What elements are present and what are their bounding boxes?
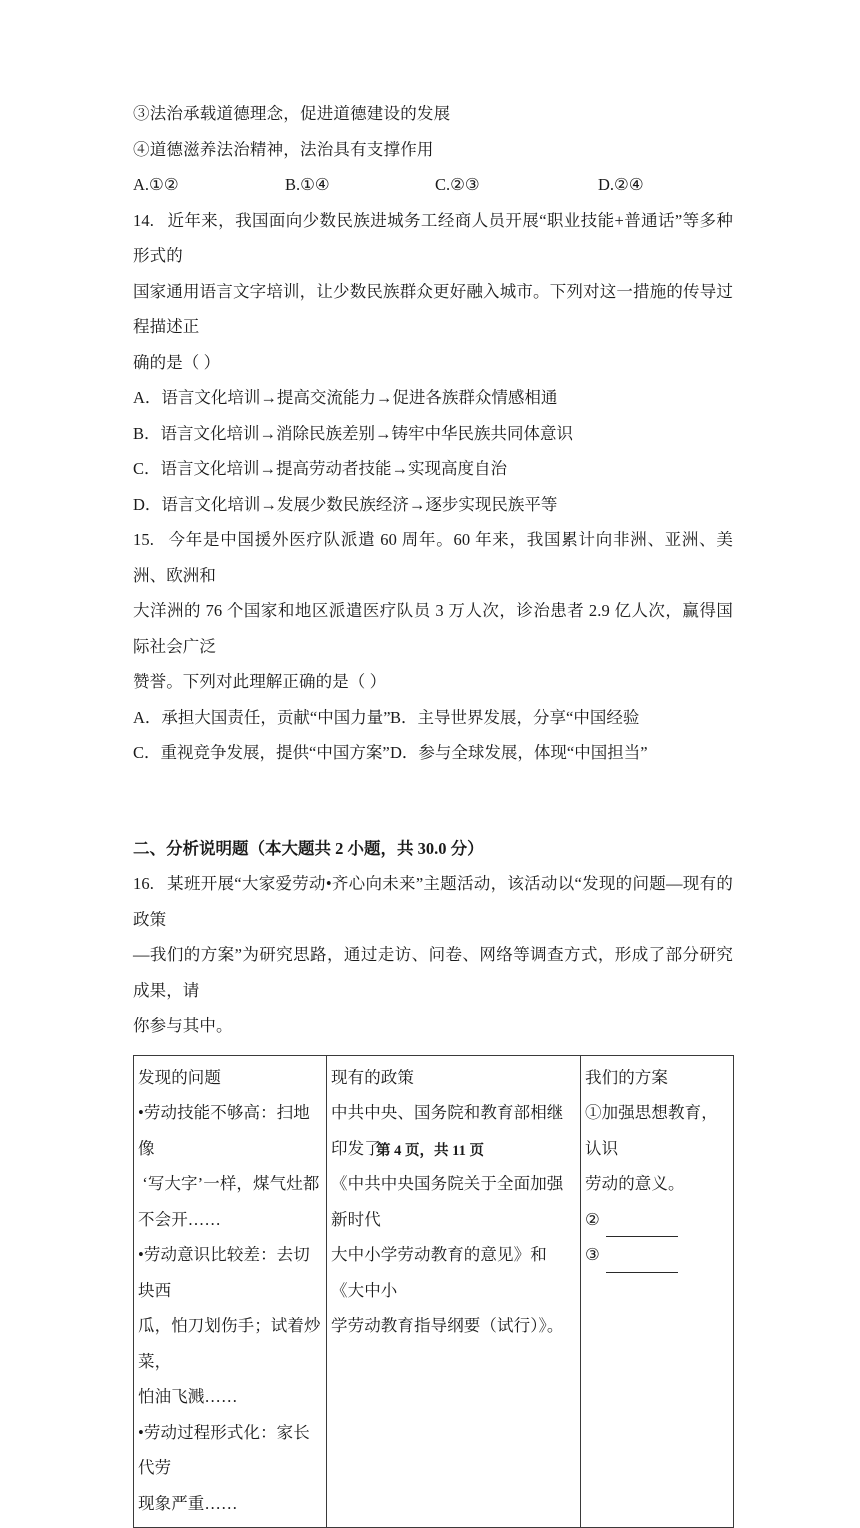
q15-stem-line-3: 赞誉。下列对此理解正确的是（ ） [133, 664, 733, 700]
page-footer: 第 4 页，共 11 页 [0, 1139, 860, 1160]
col1-line-3: 不会开…… [138, 1202, 323, 1238]
question-14 [133, 203, 733, 523]
research-results-table [133, 1055, 734, 1528]
question-15 [133, 522, 733, 771]
col1-line-7: •劳动过程形式化：家长代劳 [138, 1415, 323, 1486]
q16-stem-line-1 [133, 866, 733, 937]
q16-number: 16. [133, 874, 154, 893]
q14-option-c: C．语言文化培训→提高劳动者技能→实现高度自治 [133, 451, 733, 487]
q16-stem-text-1: 某班开展“大家爱劳动•齐心向未来”主题活动，该活动以“发现的问题—现有的政策 [133, 874, 733, 929]
section-gap [133, 771, 733, 809]
q13-statement-3: ③法治承载道德理念，促进道德建设的发展 [133, 96, 733, 132]
q13-options-row [133, 167, 733, 203]
q15-option-a: A．承担大国责任，贡献“中国力量” [133, 700, 390, 736]
col3-header: 我们的方案 [585, 1060, 730, 1096]
q15-options-row-1 [133, 700, 733, 736]
q14-option-a: A．语言文化培训→提高交流能力→促进各族群众情感相通 [133, 380, 733, 416]
q14-stem-text-1: 近年来，我国面向少数民族进城务工经商人员开展“职业技能+普通话”等多种形式的 [133, 211, 733, 266]
q14-option-d: D．语言文化培训→发展少数民族经济→逐步实现民族平等 [133, 487, 733, 523]
col2-header: 现有的政策 [331, 1060, 577, 1096]
col3-answer-3 [585, 1237, 730, 1273]
q13-option-b: B.①④ [285, 167, 435, 203]
question-16 [133, 866, 733, 1528]
table-cell-problems [134, 1055, 327, 1528]
q15-stem-text-1: 今年是中国援外医疗队派遣 60 周年。60 年来，我国累计向非洲、亚洲、美洲、欧洲和 [133, 530, 733, 585]
page-content [133, 96, 733, 1528]
q15-stem-line-1 [133, 522, 733, 593]
col2-line-3: 大中小学劳动教育的意见》和《大中小 [331, 1237, 577, 1308]
col1-header: 发现的问题 [138, 1060, 323, 1096]
q15-option-b: B．主导世界发展，分享“中国经验 [390, 700, 639, 736]
q16-stem-line-3: 你参与其中。 [133, 1008, 733, 1044]
col3-answer-2-label: ② [585, 1210, 600, 1229]
q14-stem-line-1 [133, 203, 733, 274]
col3-line-1: ①加强思想教育，认识 [585, 1095, 730, 1166]
q15-number: 15. [133, 530, 154, 549]
table-row [134, 1055, 734, 1528]
q14-option-b: B．语言文化培训→消除民族差别→铸牢中华民族共同体意识 [133, 416, 733, 452]
col1-line-6: 怕油飞溅…… [138, 1379, 323, 1415]
q14-stem-line-2: 国家通用语言文字培训，让少数民族群众更好融入城市。下列对这一措施的传导过程描述正 [133, 274, 733, 345]
table-cell-policies [327, 1055, 581, 1528]
col2-line-2: 《中共中央国务院关于全面加强新时代 [331, 1166, 577, 1237]
q15-stem-line-2: 大洋洲的 76 个国家和地区派遣医疗队员 3 万人次，诊治患者 2.9 亿人次，赢得国际社会广泛 [133, 593, 733, 664]
col1-line-4: •劳动意识比较差：去切块西 [138, 1237, 323, 1308]
col3-answer-2 [585, 1202, 730, 1238]
col1-line-8: 现象严重…… [138, 1486, 323, 1522]
col2-line-4: 学劳动教育指导纲要（试行）》。 [331, 1308, 577, 1344]
q13-statement-4: ④道德滋养法治精神，法治具有支撑作用 [133, 132, 733, 168]
q13-option-a: A.①② [133, 167, 285, 203]
q15-option-c: C．重视竞争发展，提供“中国方案” [133, 735, 390, 771]
col1-line-2: ‘写大字’一样，煤气灶都 [138, 1166, 323, 1202]
q14-number: 14. [133, 211, 154, 230]
q15-options-row-2 [133, 735, 733, 771]
q15-option-d: D．参与全球发展，体现“中国担当” [390, 735, 648, 771]
col1-line-1: •劳动技能不够高：扫地像 [138, 1095, 323, 1166]
q16-stem-line-2: —我们的方案”为研究思路，通过走访、问卷、网络等调查方式，形成了部分研究成果，请 [133, 937, 733, 1008]
q13-option-c: C.②③ [435, 167, 598, 203]
col3-answer-3-label: ③ [585, 1245, 600, 1264]
table-cell-proposals [581, 1055, 734, 1528]
col1-line-5: 瓜，怕刀划伤手；试着炒菜， [138, 1308, 323, 1379]
answer-blank-3[interactable] [606, 1258, 678, 1273]
section-2-heading: 二、分析说明题（本大题共 2 小题，共 30.0 分） [133, 831, 733, 867]
q14-stem-line-3: 确的是（ ） [133, 345, 733, 381]
q13-option-d: D.②④ [598, 167, 644, 203]
col3-line-2: 劳动的意义。 [585, 1166, 730, 1202]
answer-blank-2[interactable] [606, 1222, 678, 1237]
col2-line-1: 中共中央、国务院和教育部相继印发了 [331, 1095, 577, 1166]
